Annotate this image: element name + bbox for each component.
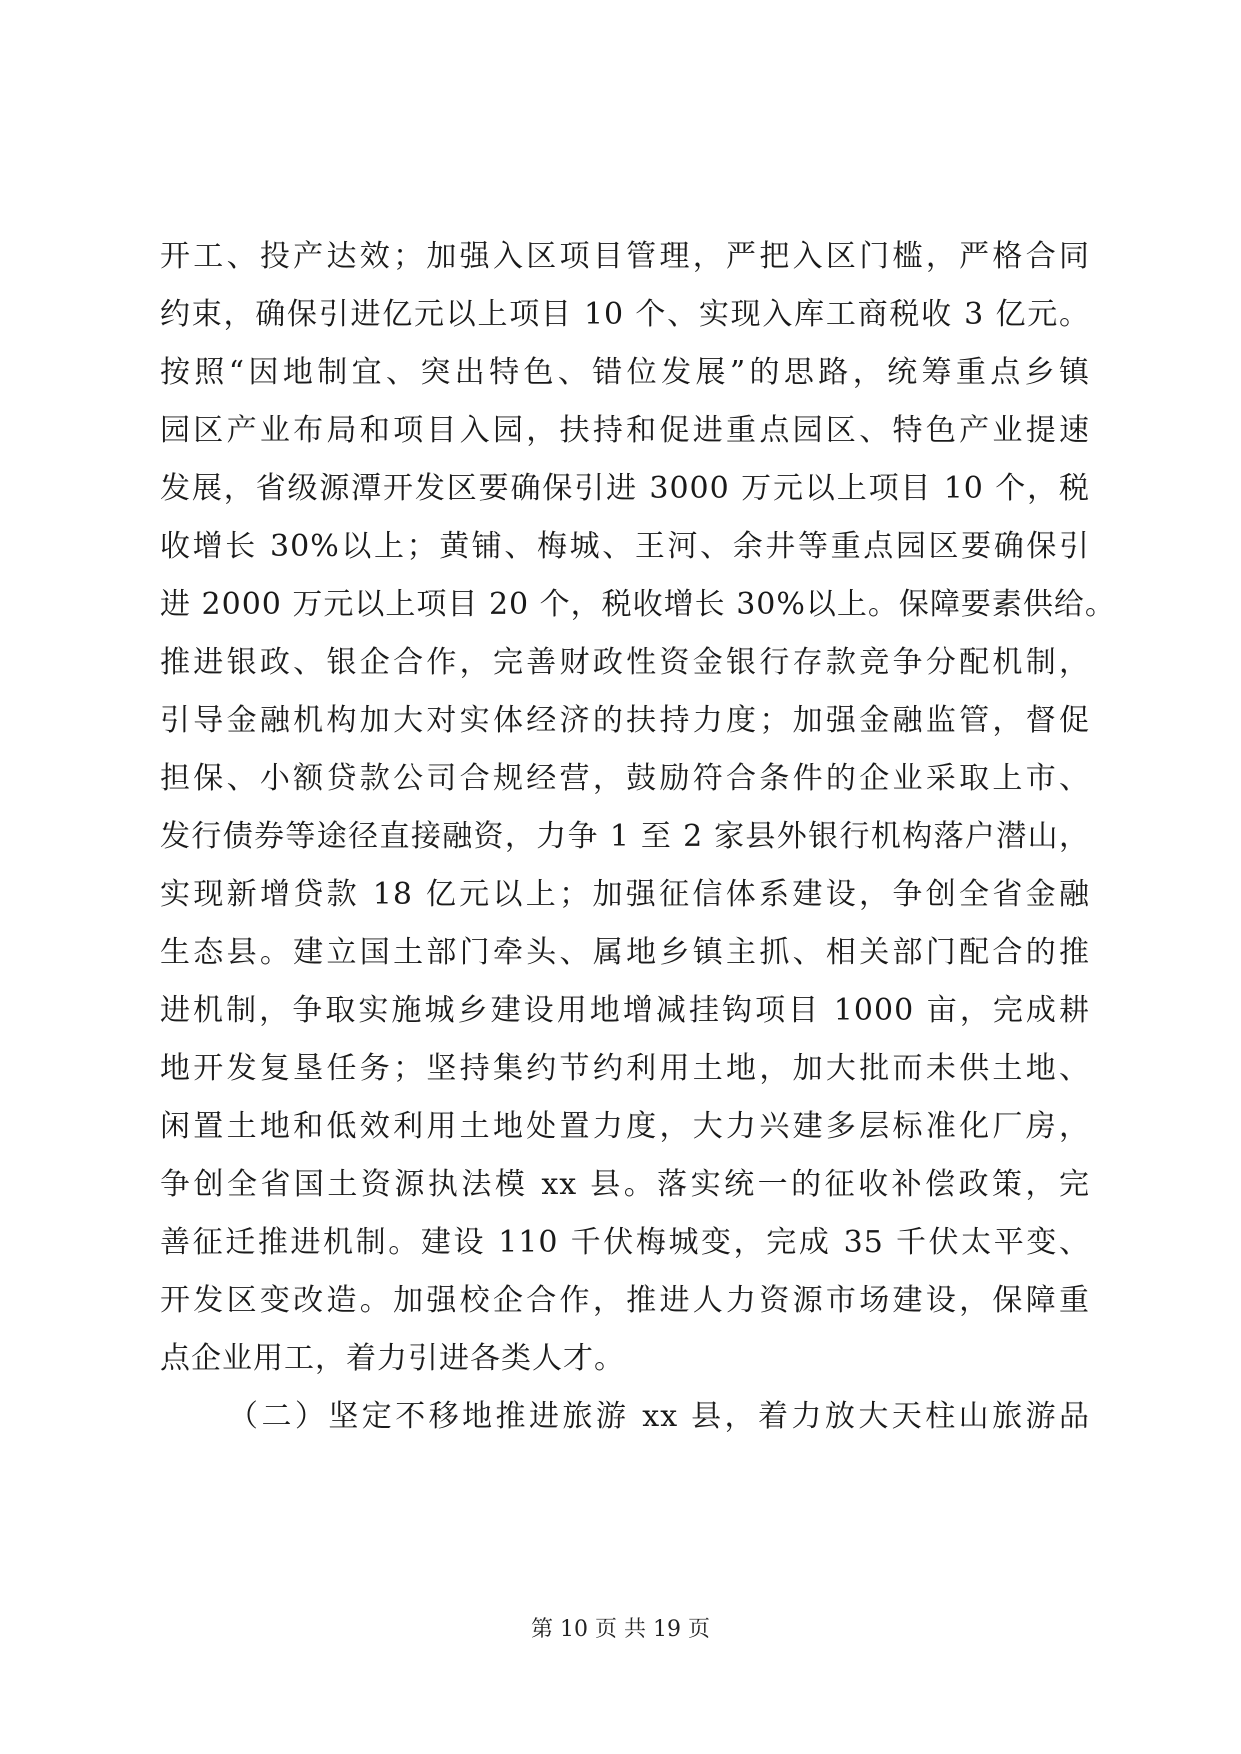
text-line: 开发区变改造。加强校企合作，推进人力资源市场建设，保障重 xyxy=(160,1283,1090,1318)
text-line: 引导金融机构加大对实体经济的扶持力度；加强金融监管，督促 xyxy=(160,703,1090,738)
text-line: 收增长 30%以上；黄铺、梅城、王河、余井等重点园区要确保引 xyxy=(160,529,1090,564)
text-line: 进机制，争取实施城乡建设用地增减挂钩项目 1000 亩，完成耕 xyxy=(160,993,1090,1028)
text-line: 发展，省级源潭开发区要确保引进 3000 万元以上项目 10 个，税 xyxy=(160,471,1090,506)
text-line: 园区产业布局和项目入园，扶持和促进重点园区、特色产业提速 xyxy=(160,413,1090,448)
text-line: 点企业用工，着力引进各类人才。 xyxy=(160,1341,625,1376)
text-line: 担保、小额贷款公司合规经营，鼓励符合条件的企业采取上市、 xyxy=(160,761,1090,796)
text-line: 推进银政、银企合作，完善财政性资金银行存款竞争分配机制， xyxy=(160,645,1090,680)
text-line: 地开发复垦任务；坚持集约节约利用土地，加大批而未供土地、 xyxy=(160,1051,1090,1086)
body-text xyxy=(160,228,1116,1446)
page-number-footer: 第 10 页 共 19 页 xyxy=(531,1617,710,1642)
text-line: 生态县。建立国土部门牵头、属地乡镇主抓、相关部门配合的推 xyxy=(160,935,1090,970)
text-line: 闲置土地和低效利用土地处置力度，大力兴建多层标准化厂房， xyxy=(160,1109,1090,1144)
text-line: 约束，确保引进亿元以上项目 10 个、实现入库工商税收 3 亿元。 xyxy=(160,297,1090,332)
section-heading-line: （二）坚定不移地推进旅游 xx 县，着力放大天柱山旅游品 xyxy=(228,1399,1090,1434)
text-line: 按照“因地制宜、突出特色、错位发展”的思路，统筹重点乡镇 xyxy=(160,355,1090,390)
text-line: 善征迁推进机制。建设 110 千伏梅城变，完成 35 千伏太平变、 xyxy=(160,1225,1090,1260)
text-line: 争创全省国土资源执法模 xx 县。落实统一的征收补偿政策，完 xyxy=(160,1167,1090,1202)
text-line: 进 2000 万元以上项目 20 个，税收增长 30%以上。保障要素供给。 xyxy=(160,587,1116,622)
text-line: 开工、投产达效；加强入区项目管理，严把入区门槛，严格合同 xyxy=(160,239,1090,274)
text-line: 实现新增贷款 18 亿元以上；加强征信体系建设，争创全省金融 xyxy=(160,877,1090,912)
text-line: 发行债券等途径直接融资，力争 1 至 2 家县外银行机构落户潜山， xyxy=(160,819,1090,854)
